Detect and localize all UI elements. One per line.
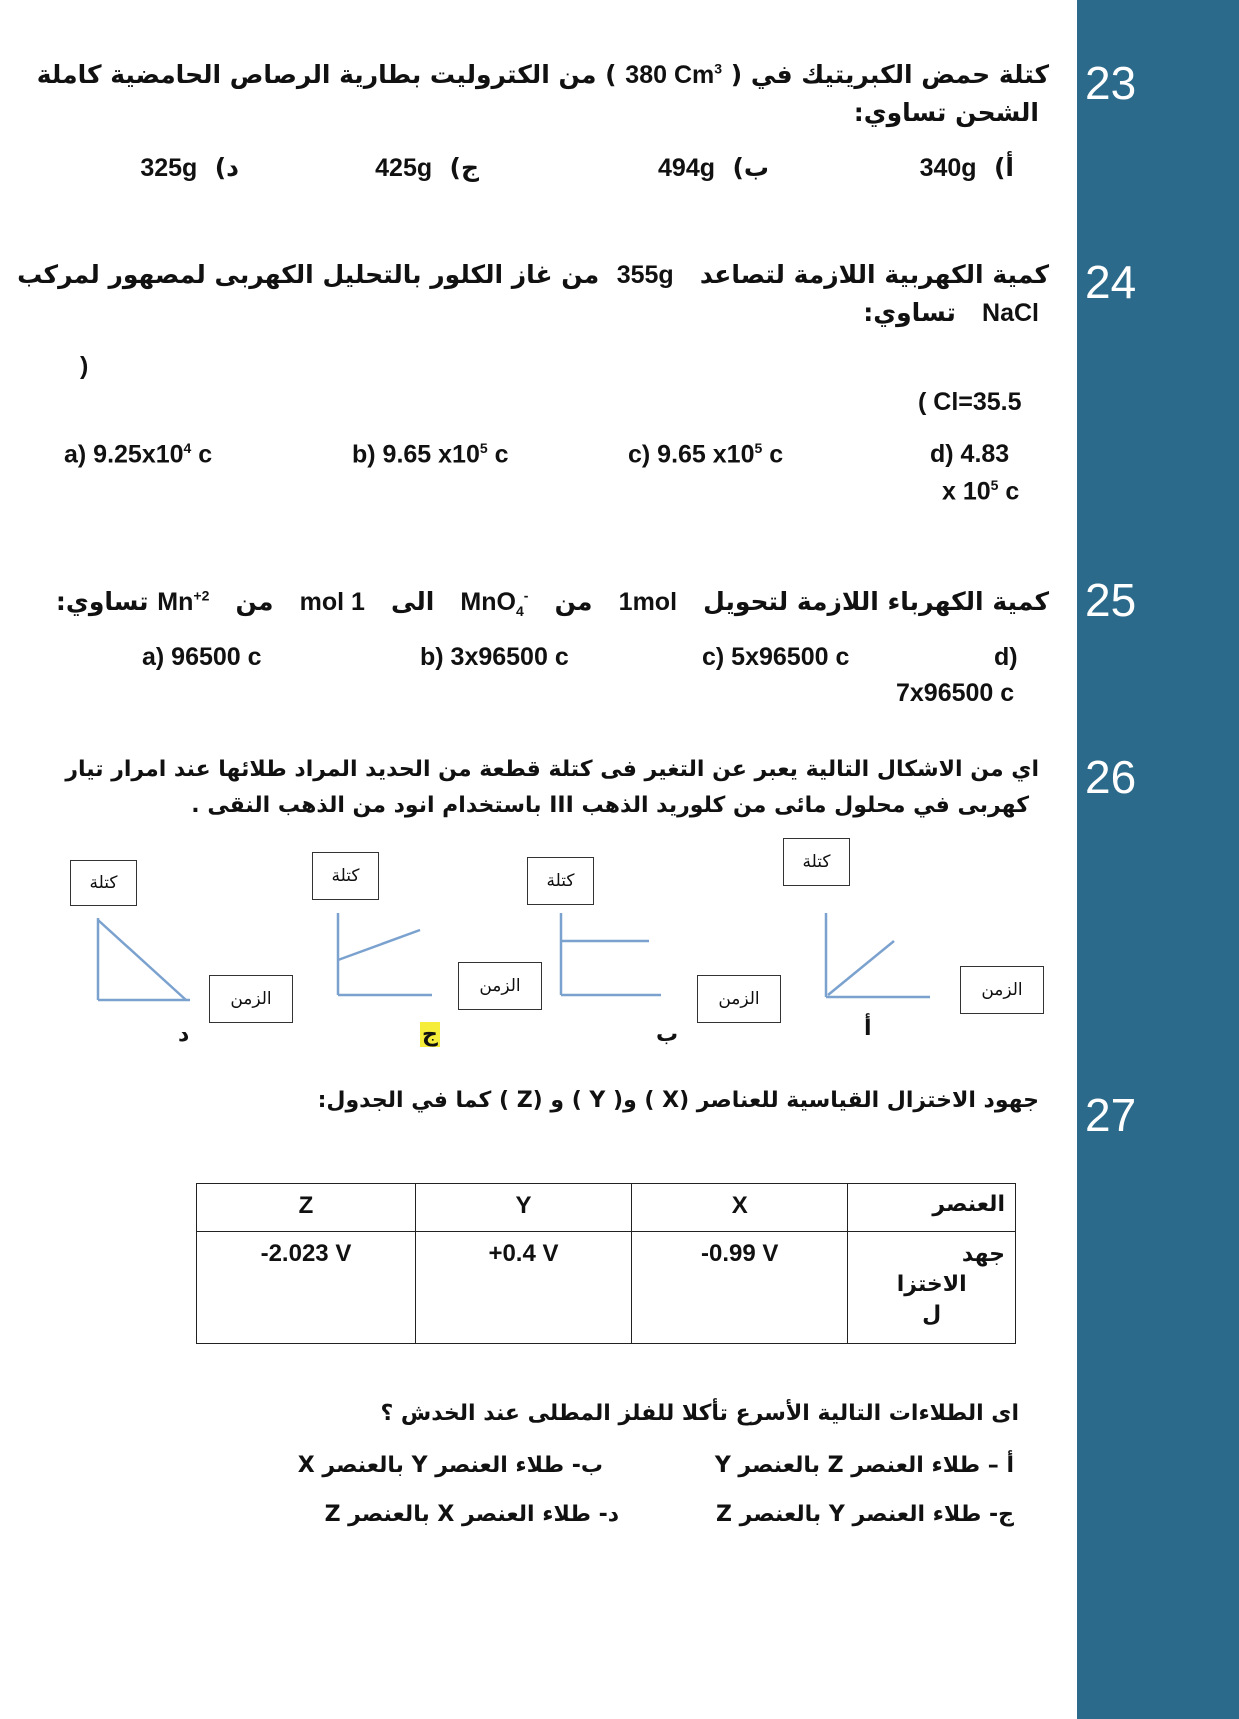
q24-paren: ) [80, 352, 89, 380]
graph-b-mass-box: كتلة [527, 857, 594, 905]
q23-option-a[interactable]: أ) 340g [919, 153, 1014, 182]
graph-d-plot [90, 910, 200, 1010]
question-26-number: 26 [1085, 751, 1137, 803]
reduction-potential-table [196, 1183, 1016, 1344]
table-cell-potential-label: جهد الاختزا ل [848, 1232, 1016, 1344]
graph-a-curve [828, 941, 894, 995]
q25-option-a[interactable]: a) 96500 c [142, 643, 262, 671]
table-cell-x-potential: -0.99 V [632, 1232, 848, 1344]
question-24-stem-line2: NaCl تساوي: [863, 298, 1039, 327]
table-cell-z-potential: -2.023 V [197, 1232, 416, 1344]
graph-d-curve [98, 920, 186, 1000]
graph-a-mass-box: كتلة [783, 838, 850, 886]
q27-option-c[interactable]: ج- طلاء العنصر Y بالعنصر Z [716, 1502, 1014, 1527]
q25-option-d-value: 7x96500 c [896, 679, 1015, 707]
graph-c-mass-box: كتلة [312, 852, 379, 900]
q27-option-b[interactable]: ب- طلاء العنصر Y بالعنصر X [297, 1453, 603, 1478]
question-27-prompt: اى الطلاءات التالية الأسرع تأكلا للفلز المطلى عند الخدش ؟ [380, 1401, 1019, 1426]
question-24-stem-line1: كمية الكهربية اللازمة لتصاعد 355g من غاز الكلور بالتحليل الكهربى لمصهور لمركب [17, 260, 1049, 289]
graph-c-plot [330, 905, 440, 1005]
question-24-number: 24 [1085, 256, 1137, 308]
q25-option-d[interactable]: d) [994, 643, 1018, 671]
q24-option-b[interactable]: b) 9.65 $x10^5$ c [352, 440, 509, 469]
q24-option-d-value: x $10^5$ c [942, 477, 1020, 506]
q25-option-c[interactable]: c) 5x96500 c [702, 643, 850, 671]
q24-option-c[interactable]: c) 9.65 $x10^5$ c [628, 440, 784, 469]
question-23-stem-line1: كتلة حمض الكبريتيك في ( 380 Cm$^3$ ) من الكتروليت بطارية الرصاص الحامضية كاملة [36, 60, 1049, 89]
graph-d-label[interactable]: د [178, 1022, 190, 1047]
q24-atomic-mass-note: ( Cl=35.5 [918, 388, 1022, 416]
graph-b-label[interactable]: ب [656, 1022, 679, 1047]
q24-option-a[interactable]: a) $9.25x10^4$ c [64, 440, 213, 469]
q24-option-d[interactable]: d) 4.83 [930, 440, 1010, 468]
graph-a-plot [818, 905, 938, 1005]
q23-option-b[interactable]: ب) 494g [658, 153, 769, 182]
graph-b-time-box: الزمن [697, 975, 781, 1023]
graph-a-label[interactable]: أ [864, 1016, 872, 1041]
table-cell-y-header: Y [415, 1184, 631, 1232]
graph-a-time-box: الزمن [960, 966, 1044, 1014]
question-23-number: 23 [1085, 57, 1137, 109]
question-27-stem: جهود الاختزال القياسية للعناصر (X ) و( Y ) و (Z ) كما في الجدول: [317, 1088, 1039, 1113]
q25-option-b[interactable]: b) 3x96500 c [420, 643, 569, 671]
graph-c-curve [338, 930, 420, 960]
table-cell-z-header: Z [197, 1184, 416, 1232]
question-23-stem-line2: الشحن تساوي: [853, 98, 1039, 127]
question-27-number: 27 [1085, 1089, 1137, 1141]
graph-d-mass-box: كتلة [70, 860, 137, 906]
table-potential-row [197, 1232, 1016, 1344]
table-cell-y-potential: +0.4 V [415, 1232, 631, 1344]
graph-c-time-box: الزمن [458, 962, 542, 1010]
table-cell-element-label: العنصر [848, 1184, 1016, 1232]
question-26-stem-line2: كهربى في محلول مائى من كلوريد الذهب III باستخدام انود من الذهب النقى . [191, 793, 1029, 818]
q23-option-d[interactable]: د) 325g [140, 153, 239, 182]
graph-c-label[interactable]: ج [422, 1022, 438, 1047]
q23-option-c[interactable]: ج) 425g [375, 153, 479, 182]
question-25-stem: كمية الكهرباء اللازمة لتحويل 1mol من MnO$_4$- الى 1 mol من $Mn^{+2}$ تساوي: [55, 587, 1049, 619]
question-26-stem-line1: اي من الاشكال التالية يعبر عن التغير فى كتلة قطعة من الحديد المراد طلائها عند امرار تيار [65, 757, 1039, 782]
q27-option-a[interactable]: أ – طلاء العنصر Z بالعنصر Y [714, 1453, 1014, 1478]
question-25-number: 25 [1085, 574, 1137, 626]
table-cell-x-header: X [632, 1184, 848, 1232]
q27-option-d[interactable]: د- طلاء العنصر X بالعنصر Z [324, 1502, 619, 1527]
graph-b-plot [553, 905, 673, 1005]
table-header-row [197, 1184, 1016, 1232]
graph-d-time-box: الزمن [209, 975, 293, 1023]
